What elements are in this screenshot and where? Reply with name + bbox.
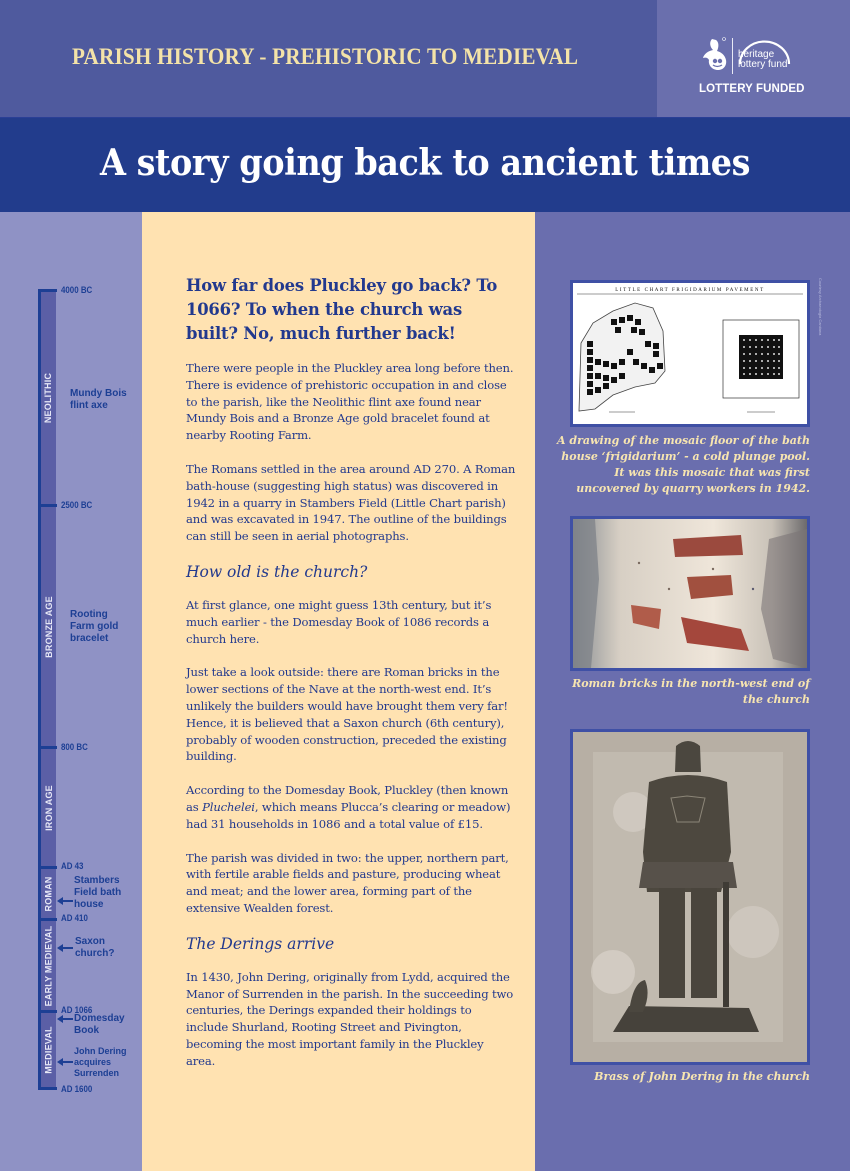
event-line: house [74,899,104,910]
era-label: EARLY MEDIEVAL [43,925,54,1006]
tick-label: AD 43 [61,861,84,871]
logo-brand [738,50,787,70]
mosaic-drawing [573,283,807,424]
header-title: PARISH HISTORY - PREHISTORIC TO MEDIEVAL [72,44,579,69]
lottery-logo [657,0,850,117]
event-line: bracelet [70,633,109,644]
tick-label: 2500 BC [61,500,93,510]
event-line: flint axe [70,400,108,411]
era-early-medieval [41,921,56,1010]
event-line: Rooting [70,609,108,620]
event-line: John Dering [74,1046,127,1056]
logo-brand-line1: heritage [738,49,775,60]
tick-label: 800 BC [61,742,88,752]
event-line: Farm gold [70,621,119,632]
pluchelei-italic: Pluchelei [202,799,255,814]
event-line: church? [75,948,115,959]
crossed-fingers-icon [700,36,730,76]
image-credit [813,278,823,353]
event-domesday-book [74,1013,125,1037]
mosaic-drawing-image [570,280,810,427]
era-roman [41,869,56,918]
paragraph: The parish was divided in two: the upper, northern part, with fertile arable fields and pasture, producing wheat and meat; and the lower area, forming part of the extensive Wealden forest. [186,850,509,915]
text-run: According to the Domesday Book, Pluckley (then known as [186,783,509,814]
era-iron-age [41,749,56,866]
logo-separator [732,38,733,74]
brass-photo [573,732,807,1062]
tick-label: AD 1066 [61,1005,93,1015]
paragraph: At first glance, one might guess 13th century, but it’s much earlier - the Domesday Book of 1086 records a church here. [186,597,492,646]
mosaic-caption: A drawing of the mosaic floor of the bath house ‘frigidarium’ - a cold plunge pool. It was this mosaic that was first uncovered by quarry workers in 1942. [557,434,810,495]
tick-label: AD 410 [61,913,88,923]
event-line: Stambers [74,875,120,886]
era-label: BRONZE AGE [43,595,54,658]
paragraph: Just take a look outside: there are Roman bricks in the lower sections of the Nave at the north-west end. It’s unlikely the builders would have brought them very far! Hence, it is believed that a Saxon church (6th century), probably of wooden construction, preceded the existing building. [186,665,508,764]
roman-bricks-photo [573,519,807,668]
roman-bricks-image [570,516,810,671]
lottery-funded-label: LOTTERY FUNDED [699,83,805,95]
paragraph: The Romans settled in the area around AD 270. A Roman bath-house (suggesting high status) was discovered in 1942 in a quarry in Stambers Field (Little Chart parish) and was excavated in 1947. The outline of the buildings can still be seen in aerial photographs. [186,461,516,544]
event-saxon-church [75,936,114,960]
paragraph: In 1430, John Dering, originally from Lydd, acquired the Manor of Surrenden in the parish. In the succeeding two centuries, the Derings expanded their holdings to include Shurland, Rooting Street and Pivington, becoming the most important family in the Pluckley area. [186,969,514,1068]
lead-heading: How far does Pluckley go back? To 1066? To when the church was built? No, much further back! [186,276,498,343]
subheading-derings: The Derings arrive [186,934,335,953]
event-rooting-farm [70,609,118,645]
bricks-caption: Roman bricks in the north-west end of the church [572,677,810,706]
era-label: IRON AGE [43,784,54,831]
title-banner [0,117,850,213]
brass-caption: Brass of John Dering in the church [594,1070,810,1083]
era-label: ROMAN [43,876,54,911]
logo-brand-line2: lottery fund [738,59,788,70]
event-stambers-field [74,875,121,911]
arrow-left-icon [57,1058,73,1066]
event-line: acquires [74,1057,112,1067]
era-bronze-age [41,507,56,746]
brass-image [570,729,810,1065]
credit-text: Courtesy Archaeologia Cantiana [818,278,823,336]
paragraph-domesday [186,782,516,832]
logo-row [700,36,840,78]
arrow-left-icon [57,1015,73,1023]
event-mundy-bois [70,388,127,412]
timeline-tick [38,1087,57,1090]
era-label: NEOLITHIC [43,372,54,424]
era-neolithic [41,292,56,504]
subheading-church-age: How old is the church? [186,562,368,581]
era-label: MEDIEVAL [43,1026,54,1074]
article-body [186,274,516,1087]
event-line: Saxon [75,936,106,947]
page-title: A story going back to ancient times [99,142,751,184]
arrow-left-icon [57,897,73,905]
header [0,0,850,117]
event-line: Book [74,1025,99,1036]
event-line: Mundy Bois [70,388,127,399]
event-line: Domesday [74,1013,125,1024]
era-medieval [41,1013,56,1087]
tick-label: AD 1600 [61,1084,93,1094]
text-run: , which means Plucca’s clearing or meadow) had 31 households in 1086 and a total value of £15. [186,799,511,831]
drawing-title: LITTLE CHART FRIGIDARIUM PAVEMENT [615,288,765,293]
paragraph: There were people in the Pluckley area long before then. There is evidence of prehistoric occupation in and close to the parish, like the Neolithic flint axe found near Mundy Bois and a Bronze Age gold bracelet found at nearby Rooting Farm. [186,361,514,443]
event-line: Surrenden [74,1068,120,1078]
arrow-left-icon [57,944,73,952]
tick-label: 4000 BC [61,285,93,295]
event-line: Field bath [74,887,122,898]
event-john-dering [74,1046,127,1079]
